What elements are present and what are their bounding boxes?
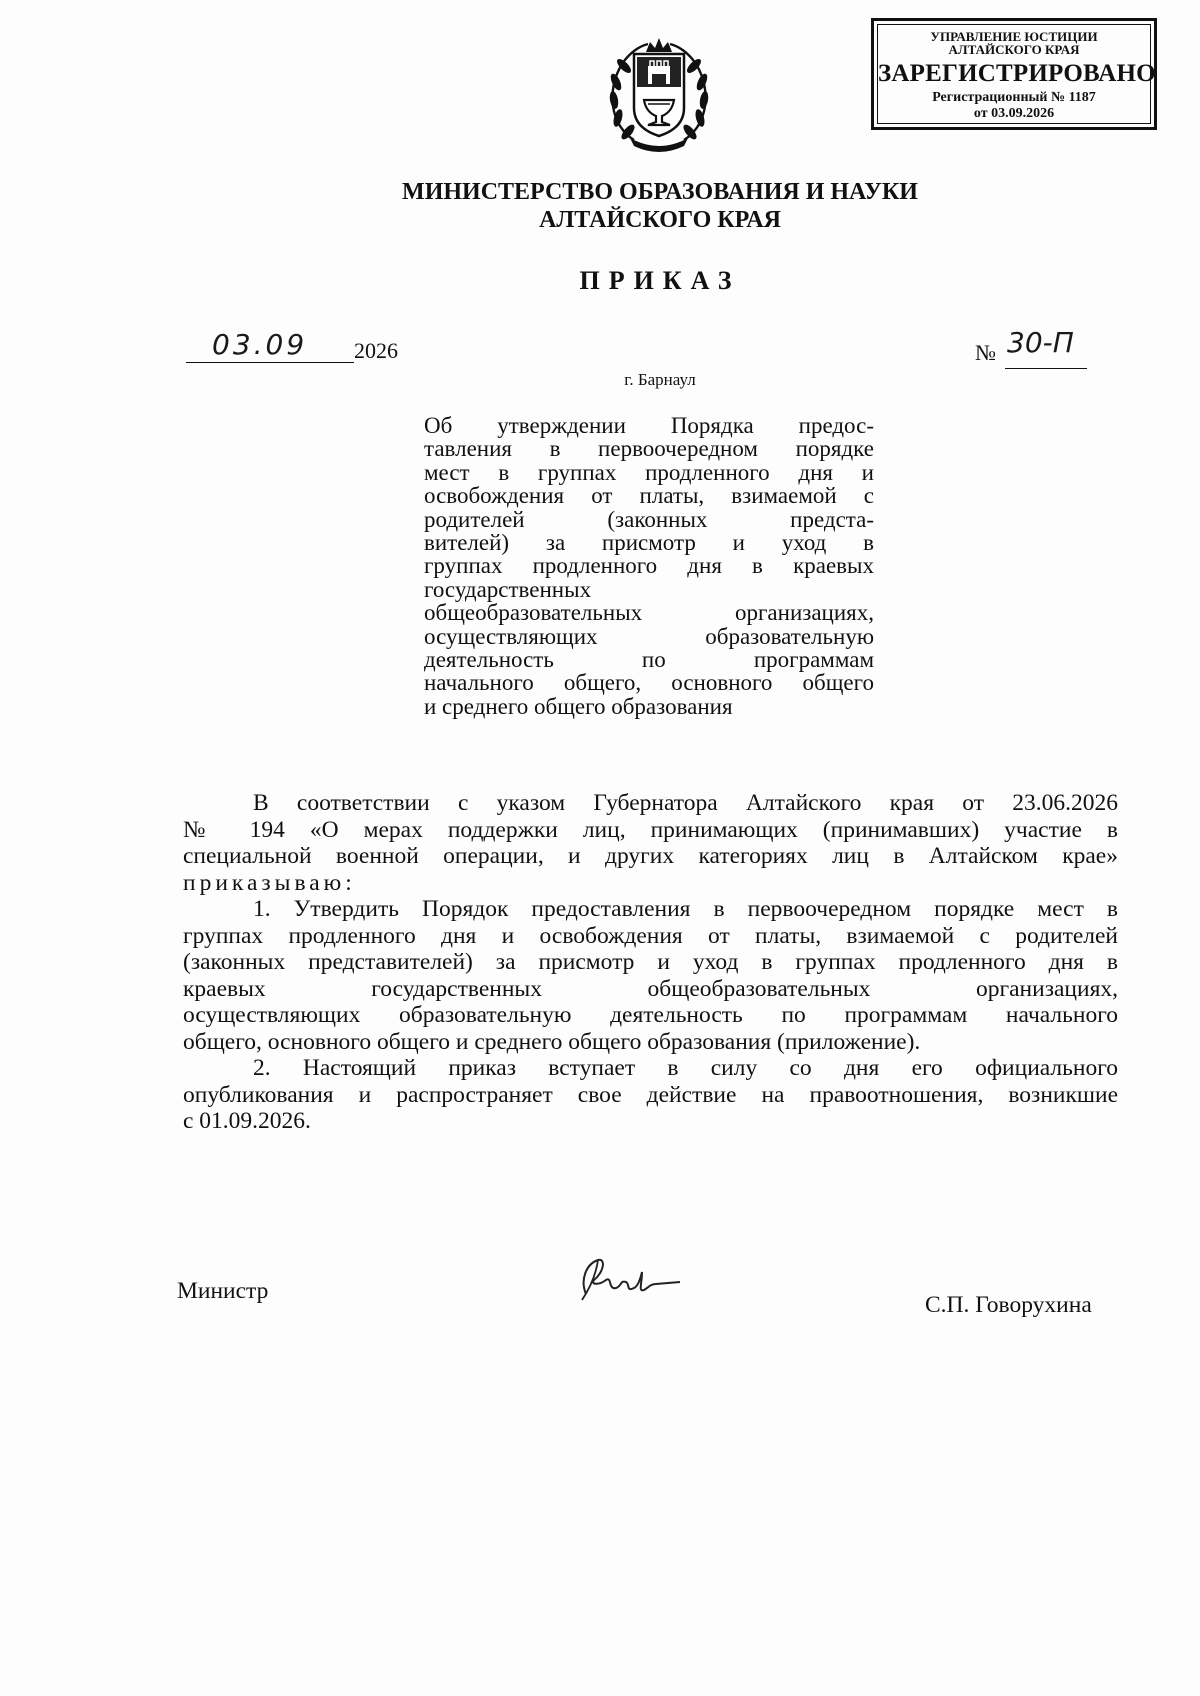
stamp-reg-date: от 03.09.2026 bbox=[973, 106, 1055, 121]
stamp-inner-border bbox=[877, 24, 1156, 124]
item2-line: опубликования и распространяет свое действие на правоотношения, возникшие bbox=[183, 1081, 1118, 1108]
subject-line: Об утверждении Порядка предос- bbox=[424, 413, 874, 438]
subject-line: вителей) за присмотр и уход в bbox=[424, 529, 874, 555]
order-body bbox=[183, 790, 1118, 1135]
subject-line: государственных bbox=[424, 576, 592, 602]
number-sign: № bbox=[975, 340, 996, 365]
subject-line: общеобразовательных организациях, bbox=[424, 600, 874, 626]
coat-of-arms-icon bbox=[600, 30, 718, 160]
signatory-name: С.П. Говорухина bbox=[925, 1292, 1092, 1318]
number-handwritten: 30-П bbox=[1007, 326, 1074, 359]
subject-line: освобождения от платы, взимаемой с bbox=[424, 483, 874, 509]
order-subject bbox=[424, 414, 874, 718]
document-type: ПРИКАЗ bbox=[579, 266, 741, 295]
ministry-line-2: АЛТАЙСКОГО КРАЯ bbox=[539, 207, 781, 233]
registration-stamp bbox=[871, 18, 1157, 130]
preamble-line: специальной военной операции, и других категориях лиц в Алтайском крае» bbox=[183, 843, 1118, 869]
date-year: 2026 bbox=[354, 338, 398, 363]
ministry-name bbox=[300, 178, 1020, 234]
signatory-title: Министр bbox=[177, 1278, 269, 1304]
subject-line: деятельность по программам bbox=[424, 646, 874, 672]
date-handwritten: 03.09 bbox=[212, 328, 308, 361]
stamp-org: УПРАВЛЕНИЕ ЮСТИЦИИ АЛТАЙСКОГО КРАЯ bbox=[930, 29, 1098, 57]
stamp-reg-number: Регистрационный № 1187 bbox=[932, 90, 1096, 105]
preamble-line: № 194 «О мерах поддержки лиц, принимающих (принимавших) участие в bbox=[183, 816, 1118, 843]
date-underline bbox=[186, 362, 354, 363]
item2-line: 2. Настоящий приказ вступает в силу со дня его официального bbox=[253, 1055, 1118, 1081]
preamble-line: В соответствии с указом Губернатора Алтайского края от 23.06.2026 bbox=[253, 790, 1118, 816]
subject-line: и среднего общего образования bbox=[424, 693, 733, 719]
item1-line: общего, основного общего и среднего общего образования (приложение). bbox=[183, 1028, 921, 1055]
item1-line: группах продленного дня и освобождения от платы, взимаемой с родителей bbox=[183, 922, 1118, 949]
stamp-status: ЗАРЕГИСТРИРОВАНО bbox=[878, 60, 1156, 87]
handwritten-signature bbox=[568, 1250, 688, 1310]
ministry-line-1: МИНИСТЕРСТВО ОБРАЗОВАНИЯ И НАУКИ bbox=[402, 179, 918, 205]
subject-line: начального общего, основного общего bbox=[424, 670, 874, 696]
order-word: приказываю: bbox=[183, 869, 356, 896]
subject-line: осуществляющих образовательную bbox=[424, 623, 874, 649]
city: г. Барнаул bbox=[624, 370, 696, 389]
item2-line: с 01.09.2026. bbox=[183, 1108, 311, 1134]
item1-line: (законных представителей) за присмотр и уход в группах продленного дня в bbox=[183, 949, 1118, 975]
subject-line: тавления в первоочередном порядке bbox=[424, 436, 874, 462]
subject-line: группах продленного дня в краевых bbox=[424, 553, 874, 579]
subject-line: мест в группах продленного дня и bbox=[424, 459, 874, 485]
item1-line: краевых государственных общеобразовательных организациях, bbox=[183, 975, 1118, 1002]
number-underline bbox=[1005, 368, 1087, 369]
order-date bbox=[186, 328, 406, 366]
item1-line: осуществляющих образовательную деятельность по программам начального bbox=[183, 1002, 1118, 1028]
item1-line: 1. Утвердить Порядок предоставления в первоочередном порядке мест в bbox=[253, 896, 1118, 922]
order-number bbox=[975, 326, 1095, 370]
subject-line: родителей (законных предста- bbox=[424, 506, 874, 532]
